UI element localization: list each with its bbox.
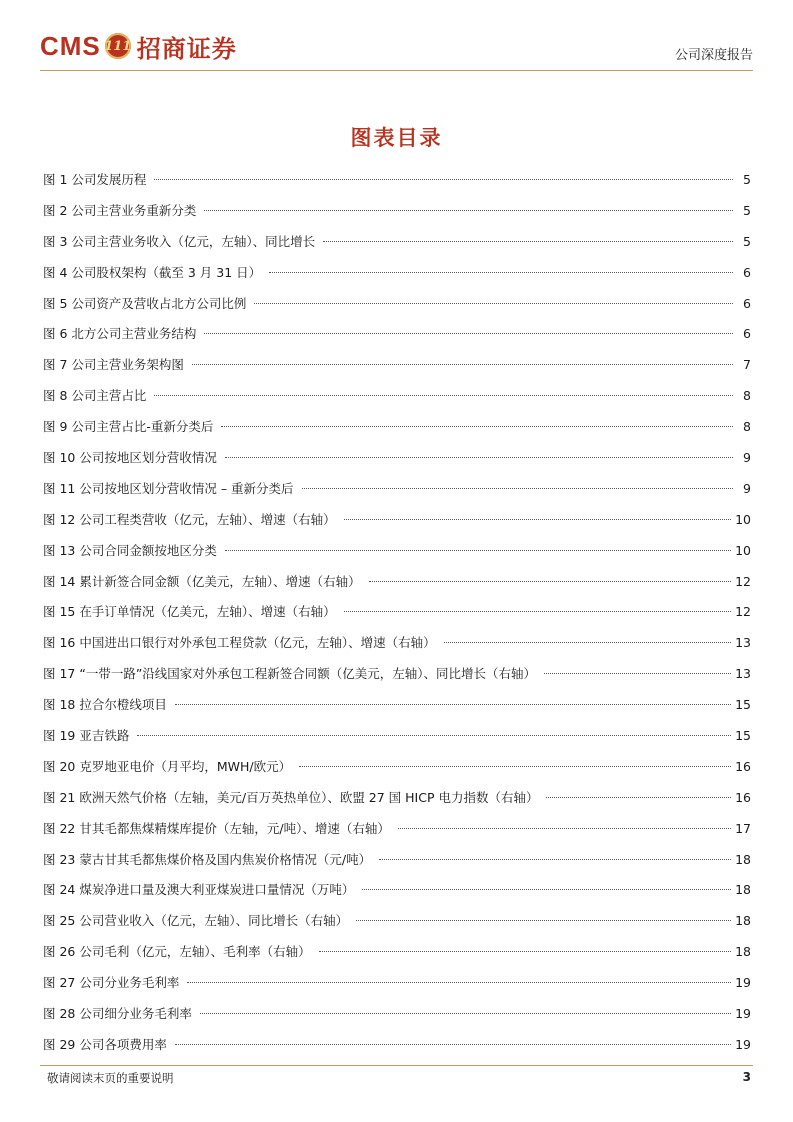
toc-entry[interactable] bbox=[43, 230, 751, 261]
toc-entry-page-number[interactable]: 6 bbox=[743, 295, 751, 311]
toc-dot-leader bbox=[204, 210, 733, 211]
toc-dot-leader bbox=[299, 766, 731, 767]
toc-entry[interactable] bbox=[43, 878, 751, 909]
toc-entry-page-number[interactable]: 8 bbox=[743, 388, 751, 404]
toc-dot-leader bbox=[269, 272, 733, 273]
toc-entry-label[interactable]: 图 26 公司毛利（亿元，左轴）、毛利率（右轴） bbox=[43, 944, 311, 960]
logo-chinese-text: 招商证券 bbox=[136, 33, 237, 63]
toc-entry-label[interactable]: 图 8 公司主营占比 bbox=[43, 388, 147, 404]
toc-dot-leader bbox=[362, 889, 731, 890]
footer-page-number: 3 bbox=[742, 1070, 751, 1084]
toc-dot-leader bbox=[444, 642, 731, 643]
toc-dot-leader bbox=[379, 859, 731, 860]
figure-toc-list bbox=[43, 168, 751, 1064]
toc-entry-page-number[interactable]: 18 bbox=[735, 913, 751, 929]
toc-dot-leader bbox=[302, 488, 733, 489]
page-title: 图表目录 bbox=[350, 125, 443, 150]
toc-dot-leader bbox=[154, 395, 733, 396]
toc-entry-label[interactable]: 图 17 “一带一路”沿线国家对外承包工程新签合同额（亿美元，左轴）、同比增长（右轴） bbox=[43, 666, 537, 682]
toc-entry-page-number[interactable]: 7 bbox=[743, 357, 751, 373]
logo-latin-text: CMS bbox=[40, 30, 101, 61]
footer-disclaimer-note: 敬请阅读末页的重要说明 bbox=[47, 1071, 174, 1085]
toc-entry-label[interactable]: 图 24 煤炭净进口量及澳大利亚煤炭进口量情况（万吨） bbox=[43, 882, 355, 898]
toc-entry[interactable] bbox=[43, 415, 751, 446]
toc-entry-page-number[interactable]: 10 bbox=[735, 542, 751, 558]
toc-entry-label[interactable]: 图 11 公司按地区划分营收情况 – 重新分类后 bbox=[43, 480, 294, 496]
toc-entry-page-number[interactable]: 15 bbox=[735, 728, 751, 744]
toc-entry-page-number[interactable]: 18 bbox=[735, 882, 751, 898]
toc-entry-label[interactable]: 图 16 中国进出口银行对外承包工程贷款（亿元，左轴）、增速（右轴） bbox=[43, 635, 436, 651]
toc-entry[interactable] bbox=[43, 662, 751, 693]
toc-dot-leader bbox=[221, 426, 733, 427]
toc-entry-page-number[interactable]: 17 bbox=[735, 820, 751, 836]
header-divider bbox=[40, 70, 753, 71]
toc-entry[interactable] bbox=[43, 940, 751, 971]
toc-entry[interactable] bbox=[43, 261, 751, 292]
toc-entry-page-number[interactable]: 5 bbox=[743, 233, 751, 249]
toc-entry-label[interactable]: 图 3 公司主营业务收入（亿元，左轴）、同比增长 bbox=[43, 233, 316, 249]
toc-entry-label[interactable]: 图 25 公司营业收入（亿元，左轴）、同比增长（右轴） bbox=[43, 913, 349, 929]
toc-entry[interactable] bbox=[43, 477, 751, 508]
toc-entry[interactable] bbox=[43, 539, 751, 570]
toc-entry-label[interactable]: 图 13 公司合同金额按地区分类 bbox=[43, 542, 217, 558]
logo-seal-icon: 111 bbox=[105, 33, 131, 59]
toc-entry[interactable] bbox=[43, 1002, 751, 1033]
footer-divider bbox=[40, 1065, 753, 1066]
toc-dot-leader bbox=[544, 673, 731, 674]
toc-entry[interactable] bbox=[43, 292, 751, 323]
toc-entry[interactable] bbox=[43, 817, 751, 848]
toc-entry[interactable] bbox=[43, 848, 751, 879]
toc-entry[interactable] bbox=[43, 570, 751, 601]
toc-dot-leader bbox=[546, 797, 731, 798]
toc-entry-page-number[interactable]: 6 bbox=[743, 326, 751, 342]
toc-entry-page-number[interactable]: 18 bbox=[735, 851, 751, 867]
toc-entry[interactable] bbox=[43, 631, 751, 662]
toc-entry-page-number[interactable]: 12 bbox=[735, 573, 751, 589]
toc-dot-leader bbox=[398, 828, 731, 829]
toc-dot-leader bbox=[192, 364, 733, 365]
toc-entry[interactable] bbox=[43, 508, 751, 539]
toc-entry[interactable] bbox=[43, 199, 751, 230]
toc-entry-page-number[interactable]: 12 bbox=[735, 604, 751, 620]
toc-entry[interactable] bbox=[43, 322, 751, 353]
toc-dot-leader bbox=[254, 303, 733, 304]
toc-entry[interactable] bbox=[43, 168, 751, 199]
toc-entry-label[interactable]: 图 20 克罗地亚电价（月平均，MWH/欧元） bbox=[43, 758, 292, 774]
toc-entry-label[interactable]: 图 28 公司细分业务毛利率 bbox=[43, 1006, 192, 1022]
toc-entry[interactable] bbox=[43, 971, 751, 1002]
toc-dot-leader bbox=[369, 581, 731, 582]
toc-entry-page-number[interactable]: 9 bbox=[743, 480, 751, 496]
toc-entry[interactable] bbox=[43, 786, 751, 817]
toc-dot-leader bbox=[344, 611, 731, 612]
toc-dot-leader bbox=[137, 735, 731, 736]
toc-entry-label[interactable]: 图 5 公司资产及营收占北方公司比例 bbox=[43, 295, 247, 311]
toc-entry-label[interactable]: 图 10 公司按地区划分营收情况 bbox=[43, 450, 217, 466]
toc-dot-leader bbox=[187, 982, 731, 983]
toc-entry[interactable] bbox=[43, 446, 751, 477]
toc-entry-label[interactable]: 图 22 甘其毛都焦煤精煤库提价（左轴，元/吨）、增速（右轴） bbox=[43, 820, 390, 836]
toc-entry-page-number[interactable]: 15 bbox=[735, 697, 751, 713]
toc-entry-page-number[interactable]: 13 bbox=[735, 635, 751, 651]
toc-entry[interactable] bbox=[43, 1033, 751, 1064]
toc-entry-page-number[interactable]: 10 bbox=[735, 511, 751, 527]
toc-entry-page-number[interactable]: 13 bbox=[735, 666, 751, 682]
toc-entry-page-number[interactable]: 9 bbox=[743, 450, 751, 466]
toc-entry-page-number[interactable]: 19 bbox=[735, 1006, 751, 1022]
toc-entry-label[interactable]: 图 18 拉合尔橙线项目 bbox=[43, 697, 167, 713]
toc-entry-page-number[interactable]: 5 bbox=[743, 172, 751, 187]
toc-entry-label[interactable]: 图 14 累计新签合同金额（亿美元，左轴）、增速（右轴） bbox=[43, 573, 361, 589]
toc-entry-page-number[interactable]: 8 bbox=[743, 419, 751, 435]
toc-entry-label[interactable]: 图 29 公司各项费用率 bbox=[43, 1036, 167, 1052]
toc-dot-leader bbox=[356, 920, 731, 921]
toc-entry-label[interactable]: 图 6 北方公司主营业务结构 bbox=[43, 326, 197, 342]
toc-dot-leader bbox=[344, 519, 731, 520]
toc-entry[interactable] bbox=[43, 600, 751, 631]
toc-dot-leader bbox=[204, 333, 733, 334]
toc-entry-label[interactable]: 图 9 公司主营占比-重新分类后 bbox=[43, 419, 214, 435]
report-type-label: 公司深度报告 bbox=[674, 48, 753, 63]
cms-logo bbox=[40, 26, 237, 66]
toc-entry-page-number[interactable]: 19 bbox=[735, 975, 751, 991]
toc-entry-page-number[interactable]: 19 bbox=[735, 1036, 751, 1052]
toc-entry[interactable] bbox=[43, 353, 751, 384]
toc-entry-page-number[interactable]: 16 bbox=[735, 789, 751, 805]
toc-dot-leader bbox=[225, 457, 733, 458]
toc-entry-label[interactable]: 图 7 公司主营业务架构图 bbox=[43, 357, 184, 373]
toc-dot-leader bbox=[154, 179, 733, 180]
toc-entry[interactable] bbox=[43, 693, 751, 724]
toc-entry-label[interactable]: 图 27 公司分业务毛利率 bbox=[43, 975, 180, 991]
toc-entry-label[interactable]: 图 12 公司工程类营收（亿元，左轴）、增速（右轴） bbox=[43, 511, 336, 527]
toc-entry-label[interactable]: 图 21 欧洲天然气价格（左轴，美元/百万英热单位）、欧盟 27 国 HICP 电力指数（右轴） bbox=[43, 789, 539, 805]
toc-entry-label[interactable]: 图 19 亚吉铁路 bbox=[43, 728, 130, 744]
toc-dot-leader bbox=[225, 550, 731, 551]
toc-entry-page-number[interactable]: 5 bbox=[743, 202, 751, 218]
toc-entry-label[interactable]: 图 15 在手订单情况（亿美元，左轴）、增速（右轴） bbox=[43, 604, 336, 620]
page-header bbox=[0, 0, 793, 72]
toc-dot-leader bbox=[175, 1044, 731, 1045]
toc-dot-leader bbox=[200, 1013, 731, 1014]
toc-entry-label[interactable]: 图 2 公司主营业务重新分类 bbox=[43, 202, 197, 218]
toc-entry-page-number[interactable]: 16 bbox=[735, 758, 751, 774]
toc-entry-page-number[interactable]: 18 bbox=[735, 944, 751, 960]
toc-entry-label[interactable]: 图 1 公司发展历程 bbox=[43, 172, 147, 187]
toc-dot-leader bbox=[319, 951, 731, 952]
toc-entry[interactable] bbox=[43, 724, 751, 755]
toc-entry[interactable] bbox=[43, 384, 751, 415]
toc-entry[interactable] bbox=[43, 909, 751, 940]
toc-entry-label[interactable]: 图 4 公司股权架构（截至 3 月 31 日） bbox=[43, 264, 262, 280]
toc-dot-leader bbox=[323, 241, 733, 242]
toc-entry-label[interactable]: 图 23 蒙古甘其毛都焦煤价格及国内焦炭价格情况（元/吨） bbox=[43, 851, 372, 867]
toc-dot-leader bbox=[175, 704, 731, 705]
toc-entry[interactable] bbox=[43, 755, 751, 786]
toc-entry-page-number[interactable]: 6 bbox=[743, 264, 751, 280]
